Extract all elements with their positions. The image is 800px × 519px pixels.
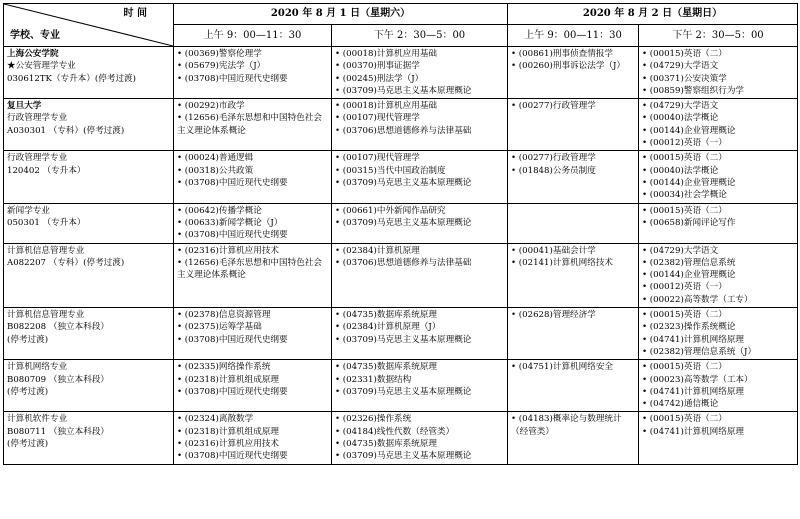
day1-morning-cell (174, 308, 332, 360)
course-item: • (00277)行政管理学 (511, 153, 596, 164)
course-item: • (03706)思想道德修养与法律基础 (335, 125, 472, 136)
day2-morning-cell (508, 308, 639, 360)
course-item: • (04729)大学语文 (642, 61, 719, 72)
day2-afternoon-cell (639, 412, 798, 465)
major-cell (4, 360, 174, 412)
course-item: • (00318)公共政策 (177, 165, 254, 176)
day1-afternoon-cell (332, 360, 508, 412)
course-item: • (00041)基础会计学 (511, 245, 596, 256)
course-item: • (03709)马克思主义基本原理概论 (335, 386, 472, 397)
course-item: • (00107)现代管理学 (335, 153, 420, 164)
day1-morning-cell (174, 151, 332, 203)
course-item: • (00018)计算机应用基础 (335, 101, 438, 112)
day1-morning-cell (174, 243, 332, 307)
day2-morning-header: 上午 9：00—11：30 (508, 25, 639, 47)
course-item: • (02326)操作系统 (335, 414, 412, 425)
course-item: • (00144)企业管理概论 (642, 270, 736, 281)
course-item: • (12656)毛泽东思想和中国特色社会主义理论体系概论 (177, 113, 322, 136)
major-line: 120402 （专升本） (7, 165, 86, 176)
course-item: • (02375)运筹学基础 (177, 322, 262, 333)
day1-afternoon-cell (332, 308, 508, 360)
course-item: • (02318)计算机组成原理 (177, 426, 280, 437)
day2-afternoon-cell (639, 151, 798, 203)
day1-date-header: 2020 年 8 月 1 日（星期六） (174, 4, 508, 25)
course-item: • (02378)信息资源管理 (177, 310, 271, 321)
course-item: • (00371)公安决策学 (642, 73, 727, 84)
day1-morning-header: 上午 9：00—11：30 (174, 25, 332, 47)
course-item: • (00015)英语（二） (642, 362, 727, 373)
major-line: B082208 （独立本科段） (7, 322, 110, 333)
major-cell (4, 47, 174, 99)
course-item: • (04729)大学语文 (642, 101, 719, 112)
course-item: • (00015)英语（二） (642, 310, 727, 321)
course-item: • (00277)行政管理学 (511, 101, 596, 112)
course-item: • (02316)计算机应用技术 (177, 245, 280, 256)
major-line: A082207 （专科）(停考过渡) (7, 257, 125, 268)
course-item: • (02384)计算机原理（J） (335, 322, 441, 333)
course-item: • (02316)计算机应用技术 (177, 439, 280, 450)
course-item: • (00144)企业管理概论 (642, 177, 736, 188)
major-line: 计算机软件专业 (7, 414, 68, 425)
course-item: • (00040)法学概论 (642, 165, 719, 176)
major-line: B080709 （独立本科段） (7, 374, 110, 385)
schedule-body (4, 47, 798, 465)
course-item: • (00315)当代中国政治制度 (335, 165, 446, 176)
course-item: • (00107)现代管理学 (335, 113, 420, 124)
major-cell (4, 151, 174, 203)
course-item: • (03708)中国近现代史纲要 (177, 177, 288, 188)
major-cell (4, 203, 174, 243)
course-item: • (03708)中国近现代史纲要 (177, 451, 288, 462)
table-row (4, 243, 798, 307)
course-item: • (03708)中国近现代史纲要 (177, 230, 288, 241)
major-line: 新闻学专业 (7, 205, 50, 216)
table-row (4, 47, 798, 99)
course-item: • (00370)刑事证据学 (335, 61, 420, 72)
course-item: • (00642)传播学概论 (177, 205, 262, 216)
major-line: 计算机信息管理专业 (7, 245, 85, 256)
course-item: • (02323)操作系统概论 (642, 322, 736, 333)
course-item: • (02382)管理信息系统（J） (642, 346, 757, 357)
major-line: B080711 （独立本科段） (7, 426, 110, 437)
course-item: • (04741)计算机网络原理 (642, 386, 745, 397)
major-cell (4, 243, 174, 307)
day1-afternoon-header: 下午 2：30—5：00 (332, 25, 508, 47)
course-item: • (04735)数据库系统原理 (335, 362, 438, 373)
day1-afternoon-cell (332, 203, 508, 243)
table-row (4, 360, 798, 412)
header-corner-cell (4, 4, 174, 47)
course-item: • (04183)概率论与数理统计（经管类） (511, 414, 622, 437)
table-row (4, 412, 798, 465)
course-item: • (00861)刑事侦查情报学 (511, 49, 614, 59)
course-item: • (03709)马克思主义基本原理概论 (335, 217, 472, 228)
day1-afternoon-cell (332, 99, 508, 151)
course-item: • (00015)英语（二） (642, 153, 727, 164)
day1-afternoon-cell (332, 412, 508, 465)
course-item: • (02331)数据结构 (335, 374, 412, 385)
course-item: • (02318)计算机组成原理 (177, 374, 280, 385)
exam-schedule-table (3, 3, 798, 465)
course-item: • (00245)刑法学（J） (335, 73, 424, 84)
day2-morning-cell (508, 151, 639, 203)
course-item: • (04735)数据库系统原理 (335, 439, 438, 450)
course-item: • (04729)大学语文 (642, 245, 719, 256)
course-item: • (00260)刑事诉讼法学（J） (511, 61, 626, 72)
course-item: • (00369)警察伦理学 (177, 49, 262, 59)
course-item: • (00633)新闻学概论（J） (177, 217, 283, 228)
day2-morning-cell (508, 47, 639, 99)
course-item: • (02628)管理经济学 (511, 310, 596, 321)
course-item: • (00018)计算机应用基础 (335, 49, 438, 59)
course-item: • (00024)普通逻辑 (177, 153, 254, 164)
course-item: • (02335)网络操作系统 (177, 362, 271, 373)
day2-morning-cell (508, 360, 639, 412)
table-row (4, 308, 798, 360)
day2-morning-cell (508, 99, 639, 151)
major-cell (4, 412, 174, 465)
day2-date-header: 2020 年 8 月 2 日（星期日） (508, 4, 798, 25)
course-item: • (03709)马克思主义基本原理概论 (335, 85, 472, 96)
day2-afternoon-cell (639, 203, 798, 243)
course-item: • (04735)数据库系统原理 (335, 310, 438, 321)
course-item: • (05679)宪法学（J） (177, 61, 266, 72)
school-name: 复旦大学 (7, 101, 42, 112)
day1-morning-cell (174, 47, 332, 99)
major-line: A030301 （专科）(停考过渡) (7, 125, 125, 136)
course-item: • (02384)计算机原理 (335, 245, 420, 256)
day2-afternoon-cell (639, 47, 798, 99)
course-item: • (03708)中国近现代史纲要 (177, 73, 288, 84)
major-line: (停考过渡) (7, 439, 49, 450)
day2-afternoon-cell (639, 99, 798, 151)
table-row (4, 99, 798, 151)
school-header-label: 学校、专业 (10, 29, 60, 41)
major-cell (4, 99, 174, 151)
course-item: • (00658)新闻评论写作 (642, 217, 736, 228)
course-item: • (04741)计算机网络原理 (642, 426, 745, 437)
day1-afternoon-cell (332, 243, 508, 307)
major-line: 行政管理学专业 (7, 113, 68, 124)
major-line: 计算机网络专业 (7, 362, 68, 373)
major-line: ★公安管理学专业 (7, 61, 76, 72)
day2-morning-cell (508, 412, 639, 465)
course-item: • (04751)计算机网络安全 (511, 362, 614, 373)
course-item: • (00023)高等数学（工本） (642, 374, 753, 385)
day1-morning-cell (174, 412, 332, 465)
course-item: • (00661)中外新闻作品研究 (335, 205, 446, 216)
school-name: 上海公安学院 (7, 49, 59, 59)
course-item: • (02324)离散数学 (177, 414, 254, 425)
course-item: • (00015)英语（二） (642, 49, 727, 59)
day2-morning-cell (508, 203, 639, 243)
course-item: • (00144)企业管理概论 (642, 125, 736, 136)
course-item: • (03709)马克思主义基本原理概论 (335, 177, 472, 188)
day1-morning-cell (174, 203, 332, 243)
course-item: • (12656)毛泽东思想和中国特色社会主义理论体系概论 (177, 257, 322, 281)
major-line: 050301 （专升本） (7, 217, 86, 228)
day1-morning-cell (174, 360, 332, 412)
course-item: • (02141)计算机网络技术 (511, 257, 614, 268)
course-item: • (00012)英语（一） (642, 138, 727, 149)
time-header-label: 时 间 (123, 8, 147, 19)
course-item: • (04742)通信概论 (642, 399, 719, 410)
day1-afternoon-cell (332, 47, 508, 99)
course-item: • (00022)高等数学（工专） (642, 294, 753, 305)
major-cell (4, 308, 174, 360)
course-item: • (03706)思想道德修养与法律基础 (335, 257, 472, 268)
course-item: • (01848)公务员制度 (511, 165, 596, 176)
major-line: 计算机信息管理专业 (7, 310, 85, 321)
course-item: • (00040)法学概论 (642, 113, 719, 124)
day1-morning-cell (174, 99, 332, 151)
table-row (4, 151, 798, 203)
course-item: • (00859)警察组织行为学 (642, 85, 745, 96)
course-item: • (02382)管理信息系统 (642, 257, 736, 268)
course-item: • (00015)英语（二） (642, 414, 727, 425)
course-item: • (03708)中国近现代史纲要 (177, 334, 288, 345)
course-item: • (03708)中国近现代史纲要 (177, 386, 288, 397)
course-item: • (00034)社会学概论 (642, 190, 727, 201)
table-row (4, 203, 798, 243)
major-line: 行政管理学专业 (7, 153, 68, 164)
day2-afternoon-cell (639, 360, 798, 412)
course-item: • (04741)计算机网络原理 (642, 334, 745, 345)
day2-afternoon-cell (639, 308, 798, 360)
day2-morning-cell (508, 243, 639, 307)
course-item: • (00015)英语（二） (642, 205, 727, 216)
day1-afternoon-cell (332, 151, 508, 203)
course-item: • (04184)线性代数（经管类） (335, 426, 455, 437)
course-item: • (00012)英语（一） (642, 282, 727, 293)
course-item: • (03709)马克思主义基本原理概论 (335, 451, 472, 462)
day2-afternoon-header: 下午 2：30—5：00 (639, 25, 798, 47)
day2-afternoon-cell (639, 243, 798, 307)
course-item: • (03709)马克思主义基本原理概论 (335, 334, 472, 345)
major-line: 030612TK（专升本）(停考过渡) (7, 73, 137, 84)
course-item: • (00292)市政学 (177, 101, 245, 112)
major-line: (停考过渡) (7, 334, 49, 345)
major-line: (停考过渡) (7, 386, 49, 397)
